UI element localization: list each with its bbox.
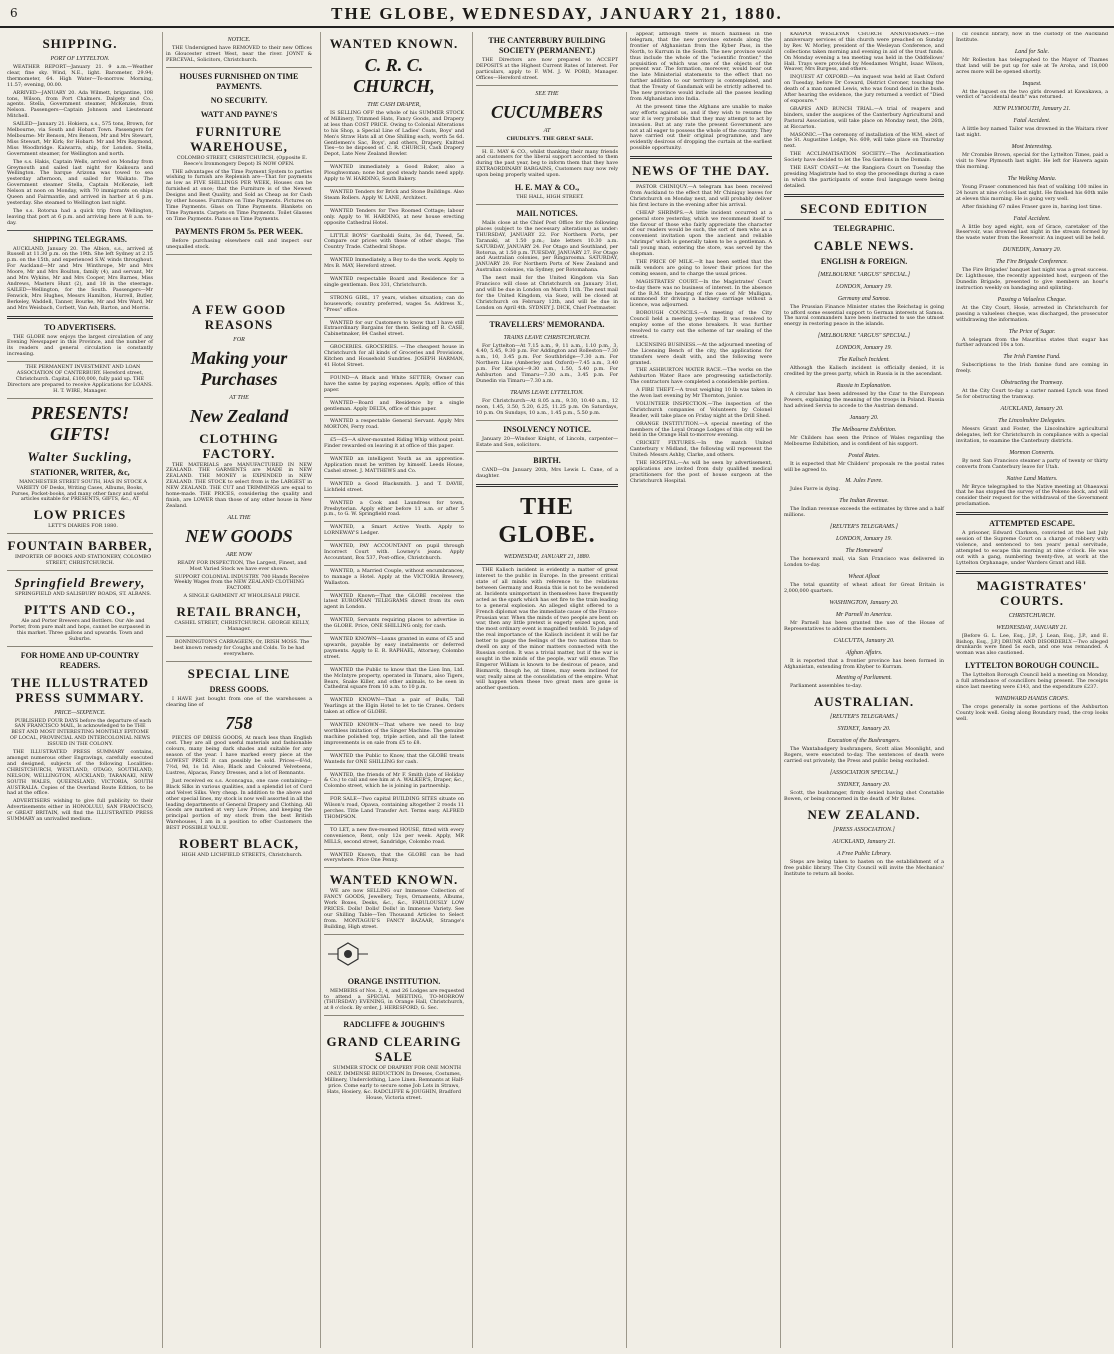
advert-text: THE ILLUSTRATED PRESS SUMMARY contains, amongst numerous other Engravings, carefully executed and designed, subjects of the following Localities: CHRISTCHURCH, WESTLAND, OTAGO, SOUTHLAND, NELSON, WELLINGTON, AUCKLAND, TARANAKI, NEW SOUTH WALES, QUEENSLAND, VICTORIA, SOUTH AUSTRALIA. Copies of the Overland Route Edition, to be had at the office. <box>7 749 153 797</box>
advert-text: Before purchasing elsewhere call and inspect our unequalled stock. <box>166 239 312 255</box>
advert-text: SUMMER STOCK OF DRAPERY FOR ONE MONTH ONLY. IMMENSE REDUCTION In Dresses, Costumes, Millinery, Underclothing, Lace Linen. Remnants at Half-price. Come early to secure some Job Lots in Straws, Hats, Hosiery, &c. RADCLIFFE & JOUGHIN, Bradford House, Victoria street. <box>324 1065 464 1101</box>
classified-ad: WANTED Tenders for Two Roomed Cottage; labour only. Apply to W. HARDING, at new house erecting opposite Cathedral Hotel. <box>324 209 464 231</box>
advert-text: WE are now SELLING our Immense Collection of FANCY GOODS, Jewellery, Toys, Ornaments, Albums, Work Boxes, Desks, &c., &c., FABULOUSLY LOW PRICES. Dolls! Dolls! Dolls! in Immense Variety. See our Shilling Table—Ten Thousand Articles to Select from. MONTAGUE'S FANCY BAZAAR, Strange's Building, High street. <box>324 889 464 934</box>
masthead <box>0 4 1114 28</box>
advert-connector: AT THE <box>229 394 249 401</box>
advert-text: CHUDLEY'S. THE GREAT SALE. <box>476 137 618 147</box>
classified-ad: FOR SALE—Two capital BUILDING SITES situate on Wilson's road, Opawa, containing altogether 2 roods 11 perches. Title Land Transfer Act. Terms easy. ALFRED THOMPSON. <box>324 797 464 825</box>
article-text: A circular has been addressed by the Czar to the European Powers, explaining the meaning of the troops in Poland. Russia had advised Servia to accede to the Austrian demand. <box>784 391 944 409</box>
article-text: ORANGE INSTITUTION.—A special meeting of the members of the Loyal Orange Lodges of this city will be held in the Orange Hall to-morrow evening. <box>630 420 772 439</box>
article-text: January 20—Windsor Knight, of Lincoln, carpenter—Estate and Son, solicitors. <box>476 437 618 453</box>
article-text: THE ASHBURTON WATER RACE.—The works on the Ashburton Water Race are progressing satisfactorily. The contractors have completed a considerable portion. <box>630 367 772 386</box>
advert-text: MANCHESTER STREET SOUTH, HAS IN STOCK A VARIETY OF Desks, Writing Cases, Albums, Books, Purses, Pocket-books, and many other fancy and useful articles suitable for PRESENTS, GIFTS, &c., AT <box>11 478 149 503</box>
classified-ad: STRONG GIRL, 17 years, wishes situation; can do housework; country preferred, wages 5s. Address X., "Press" office. <box>324 296 464 318</box>
news-subheading: The Lincolnshire Delegates. <box>998 418 1066 424</box>
attempted-escape-heading: ATTEMPTED ESCAPE. <box>989 519 1075 529</box>
notice-heading: NOTICE. <box>227 37 251 43</box>
advert-text: IS SELLING OFF the whole of his SUMMER STOCK of Millinery, Trimmed Hats, Fancy Goods, and Drapery at less than COST PRICE. Owing to Colonial Alterations to his Shop, a Special Line of Ladies' Coats, Boys' and Men's Straw Hats all at One Shilling each, worth 5s 6d. Gentlemen's Sac, Boys', and others, Drapery, Knitted Ties—to be disposed of. C. R. CHURCH, Cash Drapery Depot, Late New Zealand Bowler. <box>324 111 464 162</box>
article-text: PASTOR CHINIQUY.—A telegram has been received from Auckland to the effect that Mr Chiniquy leaves for Christchurch on Monday next, and will probably deliver his first lecture in the evening after his arrival. <box>630 184 772 208</box>
advert-text: SPRINGFIELD AND SALISBURY ROADS, ST. ALBANS. <box>14 591 152 598</box>
article-text: Subscriptions to the Irish famine fund are coming in freely. <box>956 362 1108 375</box>
advert-name: Springfield Brewery, <box>14 575 146 591</box>
article-text: Mr Rolleston has telegraphed to the Mayor of Thames that land will be put up for sale at Te Aroha, and 18,000 acres more will be opened shortly. <box>956 56 1108 75</box>
article-text: It is expected that Mr Childers' proposals re the postal rates will be agreed to. <box>784 460 944 473</box>
newspaper-title: THE GLOBE, WEDNESDAY, JANUARY 21, 1880. <box>331 4 783 23</box>
advert-name: FURNITURE WAREHOUSE, <box>190 123 288 154</box>
to-advertisers-heading: TO ADVERTISERS. <box>44 322 116 332</box>
advert-heading: ORANGE INSTITUTION. <box>347 976 441 986</box>
article-text: The Fire Brigades' banquet last night was a great success. Dr. Lighthouse, the recently appointed host, surgeon of the Dunedin Brigade, presented to give members an hour's instruction weekly on bandaging and splinting. <box>956 267 1108 291</box>
low-prices-heading: LOW PRICES <box>33 507 127 523</box>
classified-ad: LITTLE BOYS' Garibaldi Suits, 3s 6d, Tweed, 5s. Compare our prices with those of other shops. The Country Trade. Cathedral Shops. <box>324 234 464 256</box>
article-text: The Prussian Finance Minister states the Reichstag is going to afford some essential support to German interests at Samoa. The naval commanders have been instructed to use the utmost energy in restoring peace in the islands. <box>784 303 944 328</box>
editorial-title: THE GLOBE. <box>498 494 596 549</box>
advert-text: LETT'S DIARIES FOR 1880. <box>7 524 153 534</box>
article-text: The next mail for the United Kingdom via San Francisco will close at Christchurch on January 31st, and will be due in London on March 11th. The next mail for the United Kingdom, via Suez, will be closed at Christchurch on February 12th, and will be due in London on April 4th. SYDNEY J. DICK, Chief Postmaster. <box>476 276 618 315</box>
classified-ad: WANTED KNOWN—Loans granted in sums of £5 and upwards, payable by easy instalments or deferred payments. Apply to E. R. RAPHAEL, Attorney, Colombo street. <box>324 637 464 665</box>
news-subheading: Passing a Valueless Cheque. <box>997 296 1067 303</box>
dateline: LONDON, January 19. <box>835 345 892 352</box>
english-foreign-heading: ENGLISH & FOREIGN. <box>820 256 908 266</box>
advert-subheading: FOR HOME AND UP-COUNTRY READERS. <box>20 650 140 670</box>
news-subheading: The Price of Sugar. <box>1008 328 1056 335</box>
advert-text: THE advantages of the Time Payment System to parties wishing to furnish are Replenish are—That for payments as low as FIVE SHILLINGS PER WEEK, Houses can be furnished at once; that the Furniture is of the Newest Designs and Best Quality, and Sold as Cheap as for Cash by other houses. Furniture on Time Payments. Pictures on Time Payments. Glass on Time Payments. Blankets on Time Payments. Carpets on Time Payments. Toilet Glasses on Time Payments. Pianos on Time Payments. <box>166 168 312 222</box>
classified-ad: WANTED Tenders for Brick and Stone Buildings. Also Steam Rollers. Apply W. LANE, Architect. <box>324 190 464 206</box>
column-7 <box>952 32 1111 1348</box>
advert-name: C. R. C. CHURCH, <box>353 55 435 96</box>
news-subheading: The Melbourne Exhibition. <box>831 426 897 433</box>
article-text: Scott, the bushranger, firmly denied having shot Constable Bowen, or being concerned in the death of Mr Bates. <box>784 790 944 802</box>
article-text: A little boy named Tailor was drowned in the Waitara river last night. <box>956 126 1108 139</box>
page-number: 6 <box>10 6 18 20</box>
advert-heading: RETAIL BRANCH, <box>176 604 302 620</box>
advert-text: CASHEL STREET, CHRISTCHURCH. GEORGE KELLY, Manager. <box>166 621 312 637</box>
source-line: [REUTER'S TELEGRAMS.] <box>830 714 898 721</box>
classified-ad: WANTED a Good Blacksmith. J. and T. DAVIE, Lichfield street. <box>324 482 464 498</box>
article-text: Messrs Grant and Foster, the Lincolnshire agricultural delegates, left for Christchurch in compliance with a special invitation, to examine the Canterbury districts. <box>956 426 1108 444</box>
article-text: [Before G. L. Lee, Esq., J.P., J. Lean, Esq., J.P., and E. Bishop, Esq., J.P.] DRUNK AND DISORDERLY.—Two alleged drunkards were fined 5s each, and one was remanded. A woman was also cautioned. <box>956 632 1108 657</box>
news-subheading: The Homeward <box>845 548 883 555</box>
advert-connector: AT <box>543 127 551 134</box>
news-subheading: Russia in Explanation. <box>836 383 892 390</box>
column-5 <box>626 32 775 1348</box>
article-text: The homeward mail, via San Francisco was delivered in London to-day. <box>784 556 944 569</box>
column-4 <box>472 32 621 1348</box>
news-subheading: Mr Parnell in America. <box>835 611 893 618</box>
news-subheading: Execution of the Bushrangers. <box>827 738 901 745</box>
advert-name: ROBERT BLACK, <box>179 836 299 852</box>
advert-subheading: HOUSES FURNISHED ON TIME PAYMENTS. <box>179 71 299 91</box>
dateline: LONDON, January 19. <box>835 283 892 290</box>
news-subheading: WINDWARD HANDS CROPS. <box>994 695 1070 702</box>
advert-text: ADVERTISERS wishing to give full publicity to their Advertisements either in HONOLULU, SAN FRANCISCO, or GREAT BRITAIN, will find the ILLUSTRATED PRESS SUMMARY an unrivalled medium. <box>7 798 153 823</box>
birth-heading: BIRTH. <box>533 456 561 466</box>
article-text: GRAPES AND BUNCH TRIAL.—A trial of reapers and binders, under the auspices of the Canterbury Agricultural and Pastoral Association, will take place on Monday next, the 26th, at Riccarton. <box>784 105 944 130</box>
classified-ad: WANTED Immediately, a Boy to do the work. Apply to Mrs B. MAY, Hereford street. <box>324 258 464 274</box>
article-text: Mr Bryce telegraphed to the Native meeting at Ohaeawai that he has stopped the survey of the Pokeno block, and will consider their request for the withdrawal of the Government proclamation. <box>956 483 1108 508</box>
dateline: DUNEDIN, January 20. <box>1002 247 1062 254</box>
advert-heading: CUCUMBERS <box>490 101 604 122</box>
classified-ad: FOUND—A Black and White SETTER; Owner can have the same by paying expenses. Apply, office of this paper. <box>324 376 464 398</box>
news-subheading: M. Jules Favre. <box>845 478 883 485</box>
dateline: CHRISTCHURCH. <box>1008 612 1056 619</box>
wanted-heading: WANTED KNOWN. <box>329 36 459 51</box>
article-text: A telegram from the Mauritius states that sugar has further advanced 10s a ton. <box>956 336 1108 349</box>
advert-heading: NEW GOODS <box>185 525 293 546</box>
dateline: January 20. <box>849 414 879 421</box>
article-text: THE ACCLIMATISATION SOCIETY.—The Acclimatisation Society have decided to let the Tea Gardens in the Domain. <box>784 151 944 164</box>
classified-ad: WANTED for our Customers to know that I have still Extraordinary Bargains for them. Selling off B. CASE, Cabinetmaker, 84 Cashel street. <box>324 321 464 343</box>
article-text: The crops generally in some portions of the Ashburton County look well. Going along Boundary road, the crop looks well. <box>956 703 1108 722</box>
advert-text: Just received ex s.s. Aconcagua, one case containing—Black Silks in various qualities, and a splendid lot of Cord and Velvet Silks. Very cheap. In addition to the above and other special lines, my stock is now well assorted in all the leading departments of General Drapery and Clothing. All Goods are marked at very Low Prices, and keeping the principal portion of my stock from the best British Warehouses, I am in a position to offer Customers the BEST POSSIBLE VALUE. <box>166 777 313 832</box>
news-subheading: The Irish Famine Fund. <box>1003 354 1061 361</box>
advert-subheading: NO SECURITY. <box>210 95 268 105</box>
article-text: The total quantity of wheat afloat for Great Britain is 2,000,000 quarters. <box>784 581 944 594</box>
dateline: WASHINGTON, January 20. <box>829 599 899 606</box>
wanted-heading: WANTED KNOWN. <box>329 872 459 888</box>
editorial-date: WEDNESDAY, JANUARY 21, 1880. <box>503 554 591 561</box>
advert-name: Walter Suckling, <box>27 448 133 464</box>
classified-ad: WANTED a Cook and Laundress for town, Presbyterian. Apply either before 11 a.m. or after 5 p.m., to G. W. Springfield road. <box>324 501 464 523</box>
trains-subheading: TRAINS LEAVE CHRISTCHURCH. <box>503 334 591 341</box>
advert-text: THE PERMANENT INVESTMENT AND LOAN ASSOCIATION OF CANTERBURY. Hereford street, Christchurch. Capital, £100,000, fully paid up. THE Directors are prepared to receive Applications for LOANS. H. T. WIRE, Manager. <box>7 365 153 399</box>
advert-heading: GRAND CLEARING SALE <box>326 1034 462 1065</box>
dateline: AUCKLAND, January 21. <box>832 838 896 845</box>
advert-name: THE ILLUSTRATED PRESS SUMMARY. <box>11 674 149 705</box>
advert-subheading: PAYMENTS FROM 5s. PER WEEK. <box>175 226 303 236</box>
advert-name: H. E. MAY & CO., <box>514 183 580 193</box>
classified-ad: WANTED an intelligent Youth as an apprentice. Application must be written by himself. Leeds House, Cashel street. J. MATTHEWS and Co. <box>324 457 464 479</box>
advert-text: SUPPORT COLONIAL INDUSTRY. 700 Hands Receive Weekly Wages from the NEW ZEALAND CLOTHING FACTORY. <box>174 573 309 592</box>
advert-text: HIGH AND LICHFIELD STREETS, Christchurch. <box>181 852 303 859</box>
classified-ad: £5—£5—A silver-mounted Riding Whip without point. Finder rewarded on leaving it at office of this paper. <box>324 438 464 454</box>
advert-text: Ale and Porter Brewers and Bottlers. Our Ale and Porter, from pure malt and hops, cannot be surpassed in this market. Three gallons and upwards. Town and Suburbs. <box>7 619 153 647</box>
advert-subheading: DRESS GOODS. <box>209 684 269 694</box>
advert-connector: ARE NOW <box>226 551 252 558</box>
article-text: LICENSING BUSINESS.—At the adjourned meeting of the Licensing Bench of the city, the applications for transfers were dealt with, and the following were granted. <box>630 341 772 366</box>
news-subheading: Germany and Samoa. <box>837 295 891 302</box>
lyttelton-council-heading: LYTTELTON BOROUGH COUNCIL. <box>965 661 1099 671</box>
news-subheading: The Walking Mania. <box>1007 175 1057 182</box>
article-text: Mr Parnell has been granted the use of the House of Representatives to address the members. <box>784 619 944 632</box>
article-text: Steps are being taken to hasten on the establishment of a free public library. The City Council will invite the Mechanics' Institute to return all books. <box>784 858 944 877</box>
editorial-text: At the present time the Afghans are unable to make any efforts against us, and if they wish to resume the war it is very probable that they may attempt to act by invasion. But at any rate the present Government are not at all eager to possess the whole of the country. They have carried out their original programme, and are evidently desirous of dropping the curtain at the earliest possible opportunity. <box>630 103 772 152</box>
advert-price: PRICE—SIXPENCE. <box>54 709 106 716</box>
column-1 <box>4 32 156 1348</box>
australian-heading: AUSTRALIAN. <box>813 694 915 710</box>
news-subheading: Wheat Afloat <box>848 573 880 580</box>
advert-number: 758 <box>225 712 253 733</box>
source-line: [ASSOCIATION SPECIAL.] <box>829 770 899 777</box>
advert-text: BONNINGTON'S CARRAGEEN; Or, IRISH MOSS. The best known remedy for Coughs and Colds. To be had everywhere. <box>166 640 312 662</box>
advert-text: THE HALL, HIGH STREET. <box>476 195 618 205</box>
mail-notices-heading: MAIL NOTICES. <box>516 208 578 218</box>
crest-icon <box>324 941 372 967</box>
advert-connector: SEE THE <box>535 90 559 97</box>
shipping-telegrams-heading: SHIPPING TELEGRAMS. <box>33 234 127 244</box>
article-text: WEATHER REPORT—January 21. 9 a.m.—Weather clear, fine sky. Wind, N.E., light. Barometer, 29.94; thermometer, 64. High Water—To-morrow. Morning, 11.57; evening, 00.00. <box>7 64 153 88</box>
news-subheading: Afghan Affairs. <box>845 649 883 656</box>
advert-text: READY FOR INSPECTION, The Largest, Finest, and Most Varied Stock we have ever shown. <box>177 559 307 572</box>
trains-subheading: TRAINS LEAVE LYTTELTON. <box>510 389 584 396</box>
advert-text: PIECES OF DRESS GOODS, At much less than English cost. They are all good useful materials and fashionable colours, many being dark shades and suitable for any season of the year. I have marked every piece at the LOWEST PRICE it can possibly be sold. Prices—6½d, 7½d, 9d, 1s 1d. Also, Black and Coloured Velveteens, Lustres, Alpacas, Fancy Dresses, and a lot of Remnants. <box>166 734 312 776</box>
dateline: WEDNESDAY, JANUARY 21. <box>996 624 1068 631</box>
classified-ad: WANTED KNOWN—That where we need to buy worthless imitation of the Singer Machine. The genuine machine polished top, triple action, and all the latest improvements is on sale from £5 to £8. <box>324 723 464 751</box>
article-text: For Lyttelton—At 7.15 a.m., 9, 11 a.m., 1.10 p.m., 3, 4.40, 5.45, 9.30 p.m. For Addington and Rolleston—7.30 a.m., 10, 3.45 p.m. For Southbridge—7.30 a.m. For Northern Line (Amberley and Oxford)—7.45 a.m., 3.40 p.m. For Kaiapoi—9.30 a.m., 1.50, 5.40 p.m. For Ashburton and Timaru—7.30 a.m., 3.45 p.m. For Dunedin via Timaru—7.30 a.m. <box>476 342 618 384</box>
dateline: NEW PLYMOUTH, January 21. <box>993 106 1071 113</box>
advert-heading: New Zealand <box>189 405 289 426</box>
dateline: LONDON, January 19. <box>835 536 892 543</box>
article-text: The s.s. Rotorua had a quick trip from Wellington, leaving that port at 6 p.m. and arriving here at 8 a.m. to-day. <box>7 207 153 226</box>
article-text: The s.s. Hakis, Captain Wells, arrived on Monday from Greymouth and sailed last night for Kaikoura and Wellington. The barque Arizona was towed to sea yesterday afternoon, and sailed for Waikato. The Government steamer Stella, Captain McKenzie, left Nelson at noon on Monday, with 70 immigrants on ships Queen and Fairmantle, and arrived in harbor at 6 p.m. yesterday. She steamed to Wellington last night. <box>7 158 153 206</box>
article-text: The Wantabadgery bushrangers, Scott alias Moonlight, and Rogers, were executed to-day. The sentences of death were carried out privately, the Press and public being excluded. <box>784 746 944 765</box>
classified-ad: WANTED KNOWN—That a pair of Bulls, Tall Yearlings at the Elgin Hotel to let to tie Cranes. Orders taken at office of GLOBE. <box>324 698 464 720</box>
travellers-heading: TRAVELLERS' MEMORANDA. <box>489 319 605 329</box>
news-subheading: Meeting of Parliament. <box>836 675 892 682</box>
classified-ad: WANTED, PAY ACCOUNTANT on pupil through Incorrect Court with. Lowney's jeans. Apply Accountant, Box 537, Post-office, Christchurch. <box>324 544 464 566</box>
source-line: [REUTER'S TELEGRAMS.] <box>830 524 898 531</box>
article-text: For Christchurch—At 8.05 a.m., 9.30, 10.40 a.m., 12 noon, 1.45, 3.50, 5.20, 6.25, 11.25 p.m. On Saturdays, 10 p.m. On Sundays, 10 a.m., 1.45 p.m., 5.50 p.m. <box>476 399 618 421</box>
advert-text: THE Undersigned have REMOVED to their new Offices in Gloucester street West, near the river. JOYNT & PERCEVAL, Solicitors, Christchurch. <box>166 46 312 68</box>
advert-heading: A FEW GOOD REASONS <box>191 301 287 332</box>
editorial-text: THE Kalisch incident is evidently a matter of great interest to the public in Europe. In the present critical state of all minds with reference to the relations between Germany and Russia this is not to be wondered at. Incidents unimportant in themselves have frequently acted as the spark which has set fire to the train leading to a general explosion. An alleged slight offered to a French diplomat was the immediate cause of the Franco-Prussian war. When the minds of two people are bent on war, then any little pretext is eagerly seized upon, and the most ordinary event is magnified tenfold. To judge of the real importance of the Kalisch incident it will be far better to gauge the feelings of the two nations than to dwell on any of the minor matters connected with the Russian cordon. It was a trivial matter, but if the war is sought in the minds of the people, war will ensue. The Emperor William is known to be desirous of peace, and Bismarck, though he, at times, may seem inclined for war, really aims at the consolidation of the empire. What will happen when these two great men are gone is another question. <box>476 567 618 692</box>
article-text: BOROUGH COUNCILS.—A meeting of the City Council held a meeting yesterday. It was resolved to employ some of the stone breakers. It was further resolved to carry out the scheme of tar sealing of the streets. <box>630 310 772 340</box>
advert-name: RADCLIFFE & JOUGHIN'S <box>343 1020 445 1030</box>
news-subheading: Fatal Accident. <box>1013 118 1051 125</box>
column-3 <box>320 32 467 1348</box>
news-subheading: Fatal Accident. <box>1013 215 1051 222</box>
advert-text: PUBLISHED FOUR DAYS before the departure of each SAN FRANCISCO MAIL, Is acknowledged to be THE BEST AND MOST INTERESTING MONTHLY EPITOME OF LOCAL, PROVINCIAL AND INTERCOLONIAL NEWS ISSUED IN THE COLONY. <box>9 717 152 748</box>
classified-ad: WANTED respectable Board and Residence for a single gentleman. Box 331, Christchurch. <box>324 277 464 293</box>
classified-ad: WANTED, Servants requiring places to advertise in the GLOBE. Price, ONE SHILLING only, for cash. <box>324 618 464 634</box>
magistrates-courts-heading: MAGISTRATES' COURTS. <box>976 577 1088 608</box>
news-subheading: Most Interesting. <box>1011 144 1053 151</box>
article-text: Young Fraser commenced his feat of walking 100 miles in 24 hours at nine o'clock last night. He finished his 60th mile at eleven this morning. He is going very well. <box>956 183 1108 202</box>
telegraphic-heading: TELEGRAPHIC. <box>833 223 895 233</box>
column-2 <box>162 32 315 1348</box>
article-text: Although the Kalisch incident is officially denied, it is credited by the press party, which in Russia is in the ascendant. <box>784 365 944 378</box>
news-subheading: Land for Sale. <box>1014 48 1050 55</box>
article-text: KAIAPOI WESLEYAN CHURCH ANNIVERSARY.—The anniversary services of this church were preached on Sunday by Rev. W. Morley, president of the Wesleyan Conference, and collections taken morning and evening in aid of the trust funds. On Monday evening a tea meeting was held in the Oddfellows' Hall. Trays were provided by Mesdames Wright, Isaac Wilson, Weaver, Mrs Burgess, and others. <box>784 32 944 73</box>
article-text: THE PRICE OF MILK.—It has been settled that the milk vendors are going to lower their prices for the coming season, and to charge the usual prices. <box>630 259 772 277</box>
shipping-heading: SHIPPING. <box>42 36 118 51</box>
news-of-the-day-heading: NEWS OF THE DAY. <box>632 163 770 179</box>
cable-news-heading: CABLE NEWS. <box>813 237 915 253</box>
news-subheading: A Free Public Library. <box>836 850 892 857</box>
dateline: SYDNEY, January 20. <box>837 782 891 789</box>
advert-text: I HAVE just bought from one of the warehouses a clearing line of <box>166 695 312 708</box>
dateline: SYDNEY, January 20. <box>837 726 891 733</box>
classified-ad: TO LET, a new five-roomed HOUSE, fitted with every convenience, Rent, only 12s per week. Apply, MR MILLS, second street, Sandridge, Colombo road. <box>324 828 464 850</box>
article-text: ARRIVED—JANUARY 20. Ada Wilmett, brigantine, 108 tons, Wilson, from Port Chalmers. Dalgety and Co., agents. Stella, Government steamer, McKenzie, from Nelson. Passengers—Captain Johnson and Lieutenant Mitchell. <box>7 89 153 120</box>
editorial-text: appear, although there is much haziness in the telegram, that the new province extends along the frontier of Afghanistan from the Kyber Pass, in the North, to Kurrum in the South. The new province would thus include the whole of the "scientific frontier," the acquisition of which was one of the objects of the present war. The formation, moreover, would bear out the late Ministerial statements to the effect that no further addition to our territory is contemplated, and that the Treaty of Gandamak will be strictly adhered to. The new province would include all the passes leading from Afghanistan into India. <box>630 32 772 102</box>
article-text: Mr Crombie Brown, special for the Lyttelton Times, paid a visit to New Plymouth last night. He left for Hawera again this morning. <box>956 152 1108 170</box>
second-edition-heading: SECOND EDITION <box>800 200 928 216</box>
advert-text: COLOMBO STREET, CHRISTCHURCH, (Opposite E. Reece's Ironmongery Depot) IS NOW OPEN. <box>176 154 308 167</box>
news-subheading: Native Land Matters. <box>1006 475 1058 482</box>
classified-ad: WANTED, a Smart Active Youth. Apply to LORNEWAY'S Ledger. <box>324 525 464 541</box>
classified-ad: WANTED a respectable General Servant. Apply Mrs MORTON, Ferry road. <box>324 419 464 435</box>
advert-name: WATT AND PAYNE'S <box>200 109 278 119</box>
article-text: The Indian revenue exceeds the estimates by three and a half millions. <box>784 506 944 519</box>
article-text: Jules Favre is dying. <box>790 486 841 493</box>
article-text: VOLUNTEER INSPECTION.—The inspection of the Christchurch companies of Volunteers by Colonel Reader, will take place on Friday night at the Drill Shed. <box>630 400 772 419</box>
advert-text: A SINGLE GARMENT AT WHOLESALE PRICE. <box>183 593 301 600</box>
article-text: THE EAST COAST.—At the Rangiora Court on Tuesday the presiding Magistrate had to stop the proceedings during a case in which the participants of some foul language were being detailed. <box>784 165 944 189</box>
advert-heading: Making your Purchases <box>190 347 288 389</box>
dateline: CALCUTTA, January 20. <box>833 637 895 644</box>
advert-text: MEMBERS of Nos. 2, 4, and 26 Lodges are requested to attend a SPECIAL MEETING, TO-MORROW (THURSDAY) EVENING, in Orange Hall, Christchurch, at 8 o'clock. By order, J. HERESFORD, G. Sec. <box>324 989 464 1017</box>
advert-text: THE Directors are now prepared to ACCEPT DEPOSITS at the Highest Current Rates of Interest. For particulars, apply to F. WM. J. W. PORD, Manager. Offices—Hereford street. <box>476 58 618 86</box>
article-text: INQUEST AT OXFORD.—An inquest was held at East Oxford on Tuesday, before Dr Coward, District Coroner, touching the death of a man named Lewis, who was found dead in the bush. After hearing the evidence, the jury returned a verdict of "Died of exposure." <box>784 74 944 104</box>
presents-heading: PRESENTS! GIFTS! <box>30 402 130 444</box>
classified-ad: WANTED Known—That the GLOBE receives the latest EUROPEAN TELEGRAMS direct from its own agent in London. <box>324 594 464 616</box>
advert-heading: SPECIAL LINE <box>187 665 291 681</box>
news-subheading: Obstructing the Tramway. <box>1000 380 1064 387</box>
advert-text: H. E. MAY & CO., whilst thanking their many friends and customers for the liberal support accorded to them during the past year, beg to inform them that they have EXTRAORDINARY BARGAINS, Customers may now rely upon being properly waited upon. <box>476 148 618 179</box>
article-text: CHEAP SHRIMPS.—A little incident occurred at a general store yesterday, which we recommend itself to the favour of those who fairly appreciate the character of our readers would be such, the sort of men who as a convenient invitation upon the ancient and reliable "shrimps" which is generally taken to be a gentleman. A tall young man, entering the store, was served by the shopman. <box>630 209 772 258</box>
classified-ad: WANTED, the friends of Mr F. Smith (late of Holiday & Co.) to call and see him at A. WALKER'S, Draper, &c., Colombo street, which he is joining in partnership. <box>324 773 464 795</box>
advert-name: PITTS AND CO., <box>24 601 136 617</box>
advert-heading: CLOTHING FACTORY. <box>199 430 279 461</box>
advert-subheading: STATIONER, WRITER, &c, <box>30 467 130 477</box>
article-text: At the City Court, Hosie, arrested in Christchurch for passing a valueless cheque, was discharged, the prosecutor withdrawing the information. <box>956 304 1108 323</box>
column-6 <box>780 32 947 1348</box>
advert-connector: ALL THE <box>227 514 251 521</box>
news-subheading: The Fire Brigade Conference. <box>996 259 1068 266</box>
advert-connector: FOR <box>233 336 245 343</box>
news-subheading: The Indian Revenue. <box>839 498 889 505</box>
article-text: At the inquest on the two girls drowned at Kawakawa, a verdict of "accidental death" was returned. <box>956 88 1108 101</box>
dateline: AUCKLAND, January 20. <box>1000 406 1064 412</box>
article-text: CRICKET FIXTURES.—In the match United Canterbury v Midland, the following will represent the United: Messrs Ashby, Clarke, and others. <box>630 440 772 459</box>
article-text: It is reported that a frontier province has been formed in Afghanistan, extending from Khyber to Kurram. <box>784 657 944 670</box>
advert-name: FOUNTAIN BARBER, <box>7 538 153 554</box>
classified-ad: WANTED the Public to Know, that the GLOBE treats Wanteds for ONE SHILLING for cash. <box>324 754 464 770</box>
classified-ad: WANTED—Board and Residence by a single gentleman. Apply DELTA, office of this paper. <box>324 401 464 417</box>
article-text: At the City Court to-day a carter named Lynch was fined 5s for obstructing the tramway. <box>956 388 1108 401</box>
source-line: [PRESS ASSOCIATION.] <box>833 826 895 833</box>
article-text: A little boy aged eight, son of Grace, caretaker of the Reservoir, was drowned last night in the stream formed by the waste water from the Reservoir. An inquest will be held. <box>956 223 1108 242</box>
news-subheading: Postal Rates. <box>848 452 880 459</box>
port-heading: PORT OF LYTTELTON. <box>50 56 110 62</box>
article-text: By next San Francisco steamer a party of twenty or thirty converts from Canterbury leave for Utah. <box>956 457 1108 470</box>
article-text: Mails close at the Chief Post Office for the following places (subject to the necessary alterations) as under: THURSDAY, JANUARY 22. For Northern Ports, per Taranaki, at 1.50 p.m.; late letters 10.30 a.m. SATURDAY, JANUARY 24. For Otago and Southland, per Rotorua, at 1.50 p.m. TUESDAY, JANUARY 27. For Otago and Australian colonies, per Ringarooma. SATURDAY, JANUARY 29. For Northern Ports of New Zealand and Australian colonies, via Sydney, per Rotomahana. <box>476 219 618 274</box>
article-text: Mr Childers has seen the Prince of Wales regarding the Melbourne Exhibition, and is confident of his support. <box>784 434 944 447</box>
article-text: MASONIC.—The ceremony of installation of the W.M. elect of the St. Augustine Lodge, No. 609, will take place on Thursday next. <box>784 131 944 150</box>
classified-ad: WANTED, a Married Couple, without encumbrances, to manage a Hotel. Apply at the VICTORIA Brewery, Wallaston. <box>324 569 464 591</box>
article-text: SAILED—January 21. Hokiera, s.s., 575 tons, Brown, for Melbourne, via South and Hobart Town. Passengers for Melbourne: Mr Benson, Mrs Benson, Mr and Mrs Stewart, Miss Stewart, Mr Kirk; for Hobart: Mr and Mrs Raymond, Miss Woodbridge. Kaiwarra, ship, for London. Stella, Government steamer, for Wellington and north. <box>7 121 153 157</box>
news-subheading: Mormon Converts. <box>1009 449 1055 456</box>
insolvency-heading: INSOLVENCY NOTICE. <box>503 424 591 434</box>
article-text: cil council library, now in the custody of the Auckland Institute. <box>956 32 1108 43</box>
article-text: AUCKLAND, January 20. The Albion, s.s., arrived at Russell at 11.30 p.m. on the 19th. She left Sydney at 2.15 p.m. on the 15th, and experienced S.W. winds throughout. For Auckland—Mr and Mrs Winthrope, Mr and Mrs Moore, Mr and Mrs Boulton, family (4), and servant, Mr and Mrs Wykins, Mr and Mrs Cooper, Mrs Barnes, Miss Andrews, Masters Hunt (2), and 18 in the steerage. SAILED—Wellington, for the South. Passengers—Mr Fenwick, Mrs Hughes, Messrs Hamilton, Hurrell, Butler, Berkeley, Waddell, Tanner, Bourke, Mr and Mrs Ward, Mr and Mrs Weisbach, Corbett, Van Ash, Barton, and Morris. <box>7 245 153 311</box>
classified-ad: GROCERIES. GROCERIES. —The cheapest house in Christchurch for all kinds of Groceries and Provisions, Kitchen and Household Sundries. JOSEPH HARMAN, 41 Hotel Street. <box>324 345 464 373</box>
news-subheading: Inquest. <box>1022 80 1042 87</box>
article-text: The Lyttelton Borough Council held a meeting on Monday, a full attendance of councillors being present. The receipts since last meeting were £143, and the expenditure £237. <box>956 672 1108 691</box>
advert-text: IMPORTER OF BOOKS AND STATIONERY, COLOMBO STREET, CHRISTCHURCH. <box>7 555 153 571</box>
news-subheading: The Kalisch Incident. <box>838 357 890 364</box>
article-text: MAGISTRATES' COURT.—In the Magistrates' Court to-day there was no business of interest. In the absence of the R.M. the hearing of the case of Mr Mulligan, summoned for driving a hackney carriage without a licence, was adjourned. <box>630 278 772 309</box>
article-text: After finishing 67 miles Fraser gave in, having lost time. <box>962 203 1102 210</box>
source-line: [MELBOURNE "ARGUS" SPECIAL.] <box>817 271 911 278</box>
article-text: THE HOSPITAL.—As will be seen by advertisement, applications are invited from duly qualified medical practitioners for the post of house surgeon at the Christchurch Hospital. <box>630 460 772 484</box>
advert-text: THE GLOBE now enjoys the largest circulation of any Evening Newspaper in this Province, and the number of its readers and general circulation is constantly increasing. <box>7 335 153 363</box>
advert-text: THE MATERIALS are MANUFACTURED IN NEW ZEALAND. THE GARMENTS are MADE in NEW ZEALAND. THE MONEY is EXPENDED in NEW ZEALAND. THE STOCK to select from is the LARGEST in NEW ZEALAND. THE CUT and TRIMMINGS are equal to home-made. THE PRICES, considering the quality and finish, are LOWER than those of any other house in New Zealand. <box>166 461 312 509</box>
article-text: Parliament assembles to-day. <box>790 683 862 690</box>
advert-heading: THE CANTERBURY BUILDING SOCIETY (PERMANENT.) <box>488 36 606 55</box>
article-text: A FIRE THEFT.—A trout weighing 10 lb was taken in the Avon last evening by Mr Thornton, junior. <box>630 387 772 400</box>
article-text: A prisoner, Edward Clarkson, convicted at the last July session of the Supreme Court on a charge of robbery with violence, and sentenced to ten years' penal servitude, attempted to escape this morning at nine o'clock. He was out with a gang, numbering twenty-five, at work at the Lyttelton Orphanage, under Warders Grant and Hill. <box>956 530 1108 566</box>
source-line: [MELBOURNE "ARGUS" SPECIAL.] <box>817 333 911 340</box>
article-text: CAND—On January 20th, Mrs Lewis L. Cane, of a daughter. <box>476 467 618 480</box>
advert-subheading: THE CASH DRAPER, <box>367 102 421 108</box>
classified-ad: WANTED the Public to know that the Lion Inn, Ltd. the McIntyre property, operated in Timaru, also Tigers, Bears, Snake Killer, and other animals, to be seen in Cathedral square from 10 a.m. to 10 p.m. <box>324 668 464 696</box>
classified-ad: WANTED immediately a Good Baker, also a Ploughwoman; none but good steady hands need apply. Apply to W. HARDING, South Bakery. <box>324 165 464 187</box>
classified-ad: WANTED Known, that the GLOBE can be had everywhere. Price One Penny. <box>324 853 464 869</box>
new-zealand-heading: NEW ZEALAND. <box>807 806 921 822</box>
